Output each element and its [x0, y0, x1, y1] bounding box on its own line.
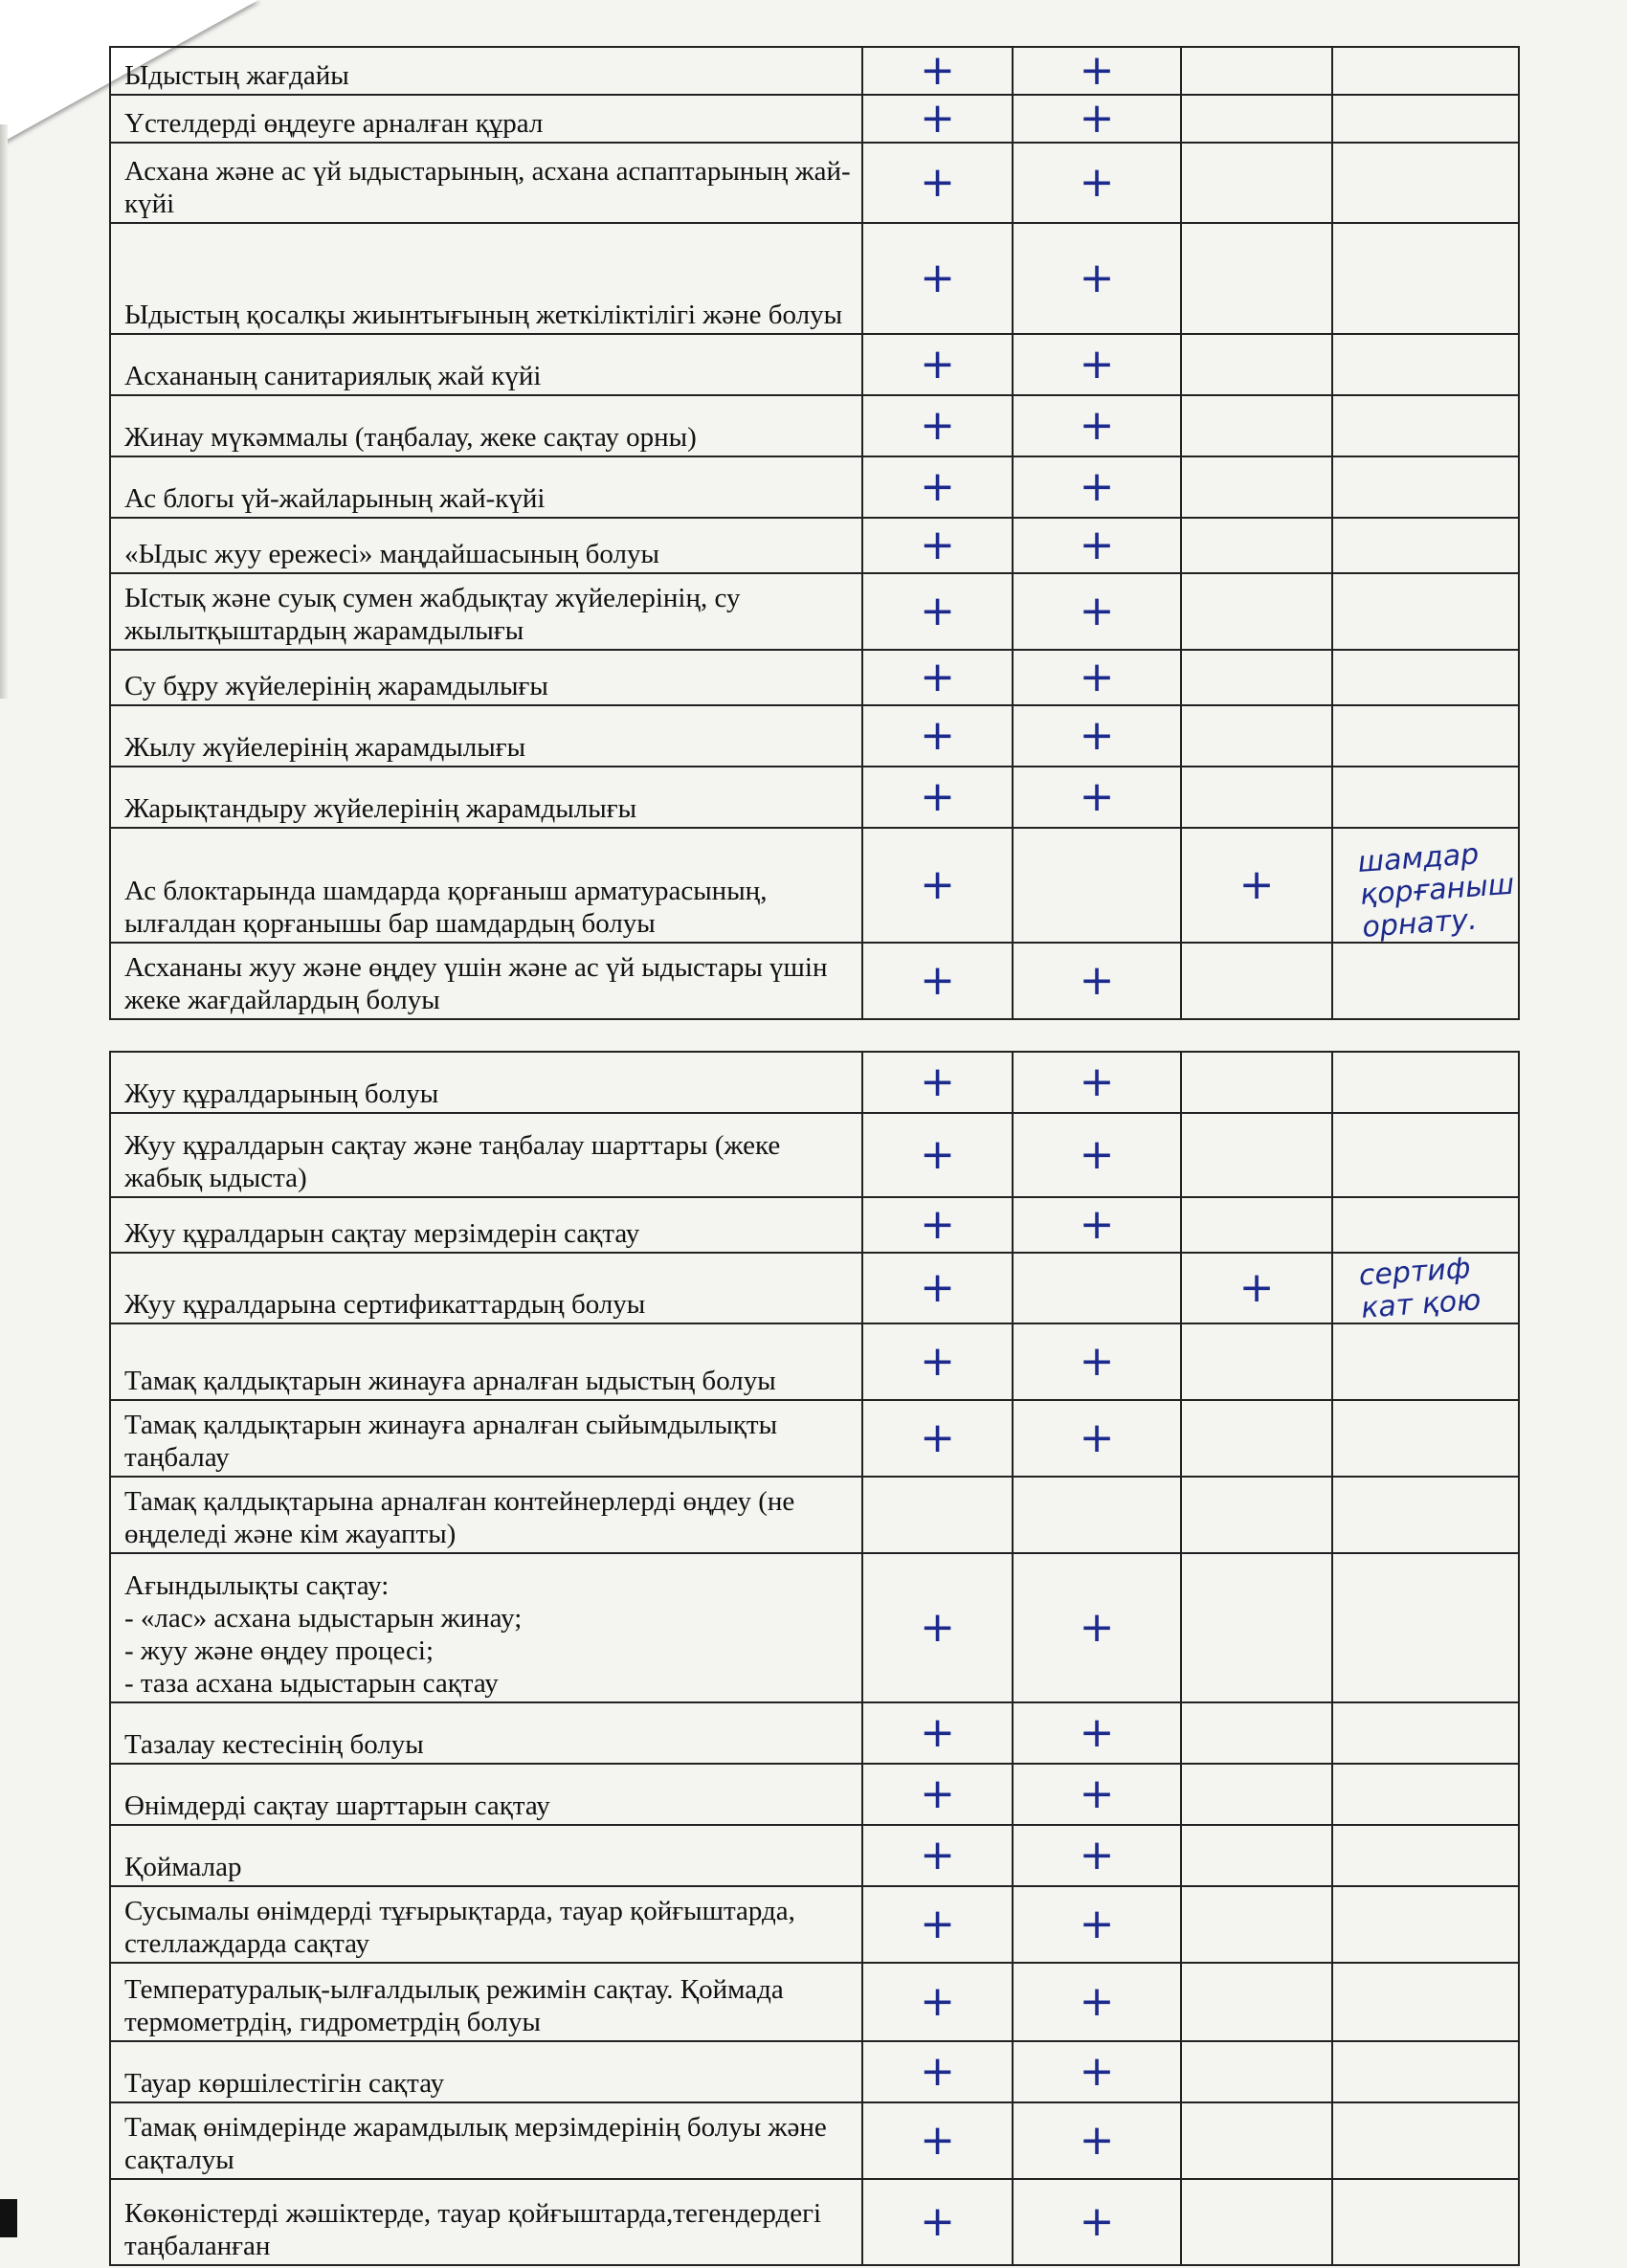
notes-cell	[1332, 1113, 1519, 1197]
check-mark-col-3	[1181, 518, 1332, 573]
table-row	[110, 1253, 1519, 1323]
row-label: Су бұру жүйелерінің жарамдылығы	[110, 650, 862, 705]
check-mark-col-1	[862, 1477, 1013, 1553]
notes-cell	[1332, 334, 1519, 395]
notes-cell	[1332, 95, 1519, 143]
page-edge-shadow	[0, 124, 8, 699]
check-mark-col-1: +	[862, 767, 1013, 828]
table-row	[110, 334, 1519, 395]
notes-cell	[1332, 143, 1519, 223]
check-mark-col-2: +	[1013, 2102, 1181, 2179]
row-label: Ас блоктарында шамдарда қорғаныш арматурасының, ылғалдан қорғанышы бар шамдардың болуы	[110, 828, 862, 943]
check-mark-col-2: +	[1013, 518, 1181, 573]
check-mark-col-2: +	[1013, 456, 1181, 518]
table-row	[110, 2179, 1519, 2265]
check-mark-col-3	[1181, 943, 1332, 1019]
handwritten-note: сертиф кат қою	[1357, 1251, 1482, 1325]
check-mark-col-2	[1013, 828, 1181, 943]
table-row	[110, 223, 1519, 334]
check-mark-col-1: +	[862, 2102, 1013, 2179]
checklist-table-1-body	[110, 47, 1519, 1019]
check-mark-col-3	[1181, 223, 1332, 334]
check-mark-col-2: +	[1013, 143, 1181, 223]
check-mark-col-2: +	[1013, 223, 1181, 334]
notes-cell	[1332, 1197, 1519, 1253]
check-mark-col-3	[1181, 650, 1332, 705]
check-mark-col-2: +	[1013, 705, 1181, 767]
row-label: Жарықтандыру жүйелерінің жарамдылығы	[110, 767, 862, 828]
check-mark-col-2: +	[1013, 2179, 1181, 2265]
check-mark-col-1: +	[862, 1400, 1013, 1477]
check-mark-col-2: +	[1013, 334, 1181, 395]
row-label: Асхананың санитариялық жай күйі	[110, 334, 862, 395]
check-mark-col-2: +	[1013, 1886, 1181, 1963]
table-row	[110, 1886, 1519, 1963]
check-mark-col-2: +	[1013, 1764, 1181, 1825]
row-label: Ыстық және суық сумен жабдықтау жүйелерінің, су жылытқыштардың жарамдылығы	[110, 573, 862, 650]
check-mark-col-3	[1181, 1477, 1332, 1553]
check-mark-col-1: +	[862, 1553, 1013, 1702]
row-label: Ас блогы үй-жайларының жай-күйі	[110, 456, 862, 518]
check-mark-col-2: +	[1013, 767, 1181, 828]
check-mark-col-1: +	[862, 223, 1013, 334]
check-mark-col-1: +	[862, 2179, 1013, 2265]
check-mark-col-3	[1181, 1197, 1332, 1253]
check-mark-col-1: +	[862, 47, 1013, 95]
row-label: Ыдыстың жағдайы	[110, 47, 862, 95]
check-mark-col-3	[1181, 334, 1332, 395]
notes-cell	[1332, 650, 1519, 705]
check-mark-col-3	[1181, 1553, 1332, 1702]
check-mark-col-1: +	[862, 1197, 1013, 1253]
notes-cell	[1332, 828, 1519, 943]
check-mark-col-1: +	[862, 334, 1013, 395]
check-mark-col-3	[1181, 456, 1332, 518]
check-mark-col-2: +	[1013, 395, 1181, 456]
notes-cell	[1332, 1052, 1519, 1113]
notes-cell	[1332, 1253, 1519, 1323]
check-mark-col-2: +	[1013, 650, 1181, 705]
table-row	[110, 573, 1519, 650]
check-mark-col-2	[1013, 1253, 1181, 1323]
table-row	[110, 518, 1519, 573]
check-mark-col-3	[1181, 47, 1332, 95]
row-label: Сусымалы өнімдерді тұғырықтарда, тауар қойғыштарда, стеллаждарда сақтау	[110, 1886, 862, 1963]
check-mark-col-3	[1181, 1825, 1332, 1886]
handwritten-note	[1347, 2257, 1508, 2268]
row-label: Тамақ қалдықтарын жинауға арналған ыдыстың болуы	[110, 1323, 862, 1400]
notes-cell	[1332, 1477, 1519, 1553]
notes-cell	[1332, 2102, 1519, 2179]
check-mark-col-1: +	[862, 828, 1013, 943]
table-row	[110, 767, 1519, 828]
notes-cell	[1332, 1886, 1519, 1963]
check-mark-col-2	[1013, 1477, 1181, 1553]
row-label: Жуу құралдарын сақтау және таңбалау шарттары (жеке жабық ыдыста)	[110, 1113, 862, 1197]
notes-cell	[1332, 943, 1519, 1019]
notes-cell	[1332, 2041, 1519, 2102]
check-mark-col-2: +	[1013, 1553, 1181, 1702]
notes-cell	[1332, 1963, 1519, 2041]
check-mark-col-2: +	[1013, 1400, 1181, 1477]
checklist-table-1	[109, 46, 1520, 1020]
check-mark-col-1: +	[862, 1052, 1013, 1113]
table-row	[110, 1113, 1519, 1197]
row-label: Тамақ қалдықтарын жинауға арналған сыйымдылықты таңбалау	[110, 1400, 862, 1477]
check-mark-col-2: +	[1013, 1323, 1181, 1400]
table-row	[110, 1323, 1519, 1400]
scan-edge	[0, 2199, 17, 2237]
notes-cell	[1332, 573, 1519, 650]
row-label: «Ыдыс жуу ережесі» маңдайшасының болуы	[110, 518, 862, 573]
check-mark-col-3	[1181, 1963, 1332, 2041]
row-label: Тамақ өнімдерінде жарамдылық мерзімдерінің болуы және сақталуы	[110, 2102, 862, 2179]
table-row	[110, 1553, 1519, 1702]
handwritten-note	[1347, 1011, 1508, 1022]
check-mark-col-2: +	[1013, 573, 1181, 650]
table-row	[110, 1400, 1519, 1477]
table-row	[110, 47, 1519, 95]
table-row	[110, 395, 1519, 456]
row-label: Асхананы жуу және өңдеу үшін және ас үй ыдыстары үшін жеке жағдайлардың болуы	[110, 943, 862, 1019]
handwritten-note: шамдар қорғаныш орнату.	[1356, 837, 1516, 945]
check-mark-col-2: +	[1013, 1113, 1181, 1197]
table-row	[110, 2102, 1519, 2179]
notes-cell	[1332, 1553, 1519, 1702]
check-mark-col-2: +	[1013, 1197, 1181, 1253]
check-mark-col-1: +	[862, 1702, 1013, 1764]
notes-cell	[1332, 767, 1519, 828]
notes-cell	[1332, 1764, 1519, 1825]
check-mark-col-1: +	[862, 95, 1013, 143]
check-mark-col-2: +	[1013, 1963, 1181, 2041]
row-label: Қоймалар	[110, 1825, 862, 1886]
check-mark-col-1: +	[862, 1886, 1013, 1963]
row-label: Көкөністерді жәшіктерде, тауар қойғыштарда,тегендердегі таңбаланған	[110, 2179, 862, 2265]
row-label: Ағындылықты сақтау: - «лас» асхана ыдыстарын жинау; - жуу және өңдеу процесі; - таза асхана ыдыстарын сақтау	[110, 1553, 862, 1702]
check-mark-col-1: +	[862, 943, 1013, 1019]
check-mark-col-3	[1181, 2179, 1332, 2265]
row-label: Үстелдерді өңдеуге арналған құрал	[110, 95, 862, 143]
row-label: Жинау мүкәммалы (таңбалау, жеке сақтау орны)	[110, 395, 862, 456]
table-row	[110, 1764, 1519, 1825]
check-mark-col-3	[1181, 2041, 1332, 2102]
table-row	[110, 456, 1519, 518]
check-mark-col-2: +	[1013, 95, 1181, 143]
check-mark-col-1: +	[862, 1764, 1013, 1825]
check-mark-col-1: +	[862, 1113, 1013, 1197]
check-mark-col-1: +	[862, 573, 1013, 650]
notes-cell	[1332, 705, 1519, 767]
row-label: Асхана және ас үй ыдыстарының, асхана аспаптарының жай-күйі	[110, 143, 862, 223]
checklist-table-2	[109, 1051, 1520, 2266]
check-mark-col-3	[1181, 1764, 1332, 1825]
check-mark-col-1: +	[862, 2041, 1013, 2102]
check-mark-col-3: +	[1181, 828, 1332, 943]
notes-cell	[1332, 518, 1519, 573]
check-mark-col-2: +	[1013, 1825, 1181, 1886]
check-mark-col-1: +	[862, 705, 1013, 767]
check-mark-col-3	[1181, 95, 1332, 143]
row-label: Жуу құралдарының болуы	[110, 1052, 862, 1113]
check-mark-col-3	[1181, 395, 1332, 456]
check-mark-col-1: +	[862, 143, 1013, 223]
table-row	[110, 1197, 1519, 1253]
check-mark-col-2: +	[1013, 943, 1181, 1019]
table-row	[110, 1963, 1519, 2041]
table-row	[110, 828, 1519, 943]
check-mark-col-3	[1181, 573, 1332, 650]
row-label: Жуу құралдарына сертификаттардың болуы	[110, 1253, 862, 1323]
check-mark-col-2: +	[1013, 47, 1181, 95]
row-label: Тамақ қалдықтарына арналған контейнерлерді өңдеу (не өңделеді және кім жауапты)	[110, 1477, 862, 1553]
table-row	[110, 1052, 1519, 1113]
table-row	[110, 943, 1519, 1019]
check-mark-col-3	[1181, 1400, 1332, 1477]
check-mark-col-3	[1181, 705, 1332, 767]
check-mark-col-1: +	[862, 1825, 1013, 1886]
notes-cell	[1332, 47, 1519, 95]
check-mark-col-1: +	[862, 1963, 1013, 2041]
table-row	[110, 1477, 1519, 1553]
notes-cell	[1332, 456, 1519, 518]
check-mark-col-1: +	[862, 395, 1013, 456]
check-mark-col-3	[1181, 1052, 1332, 1113]
check-mark-col-1: +	[862, 1253, 1013, 1323]
row-label: Тауар көршілестігін сақтау	[110, 2041, 862, 2102]
table-row	[110, 95, 1519, 143]
check-mark-col-2: +	[1013, 2041, 1181, 2102]
notes-cell	[1332, 1400, 1519, 1477]
check-mark-col-2: +	[1013, 1702, 1181, 1764]
table-row	[110, 1825, 1519, 1886]
notes-cell	[1332, 1825, 1519, 1886]
check-mark-col-1: +	[862, 518, 1013, 573]
check-mark-col-3	[1181, 1323, 1332, 1400]
notes-cell	[1332, 395, 1519, 456]
check-mark-col-3	[1181, 1113, 1332, 1197]
row-label: Өнімдерді сақтау шарттарын сақтау	[110, 1764, 862, 1825]
check-mark-col-3: +	[1181, 1253, 1332, 1323]
table-row	[110, 2041, 1519, 2102]
check-mark-col-2: +	[1013, 1052, 1181, 1113]
check-mark-col-3	[1181, 1886, 1332, 1963]
row-label: Жуу құралдарын сақтау мерзімдерін сақтау	[110, 1197, 862, 1253]
row-label: Температуралық-ылғалдылық режимін сақтау. Қоймада термометрдің, гидрометрдің болуы	[110, 1963, 862, 2041]
check-mark-col-3	[1181, 2102, 1332, 2179]
table-row	[110, 650, 1519, 705]
check-mark-col-3	[1181, 143, 1332, 223]
notes-cell	[1332, 1323, 1519, 1400]
table-row	[110, 1702, 1519, 1764]
row-label: Ыдыстың қосалқы жиынтығының жеткіліктілігі және болуы	[110, 223, 862, 334]
row-label: Жылу жүйелерінің жарамдылығы	[110, 705, 862, 767]
check-mark-col-3	[1181, 1702, 1332, 1764]
notes-cell	[1332, 1702, 1519, 1764]
checklist-table-2-body	[110, 1052, 1519, 2265]
notes-cell	[1332, 223, 1519, 334]
row-label: Тазалау кестесінің болуы	[110, 1702, 862, 1764]
notes-cell	[1332, 2179, 1519, 2265]
check-mark-col-1: +	[862, 1323, 1013, 1400]
table-row	[110, 705, 1519, 767]
check-mark-col-1: +	[862, 456, 1013, 518]
table-row	[110, 143, 1519, 223]
check-mark-col-1: +	[862, 650, 1013, 705]
check-mark-col-3	[1181, 767, 1332, 828]
